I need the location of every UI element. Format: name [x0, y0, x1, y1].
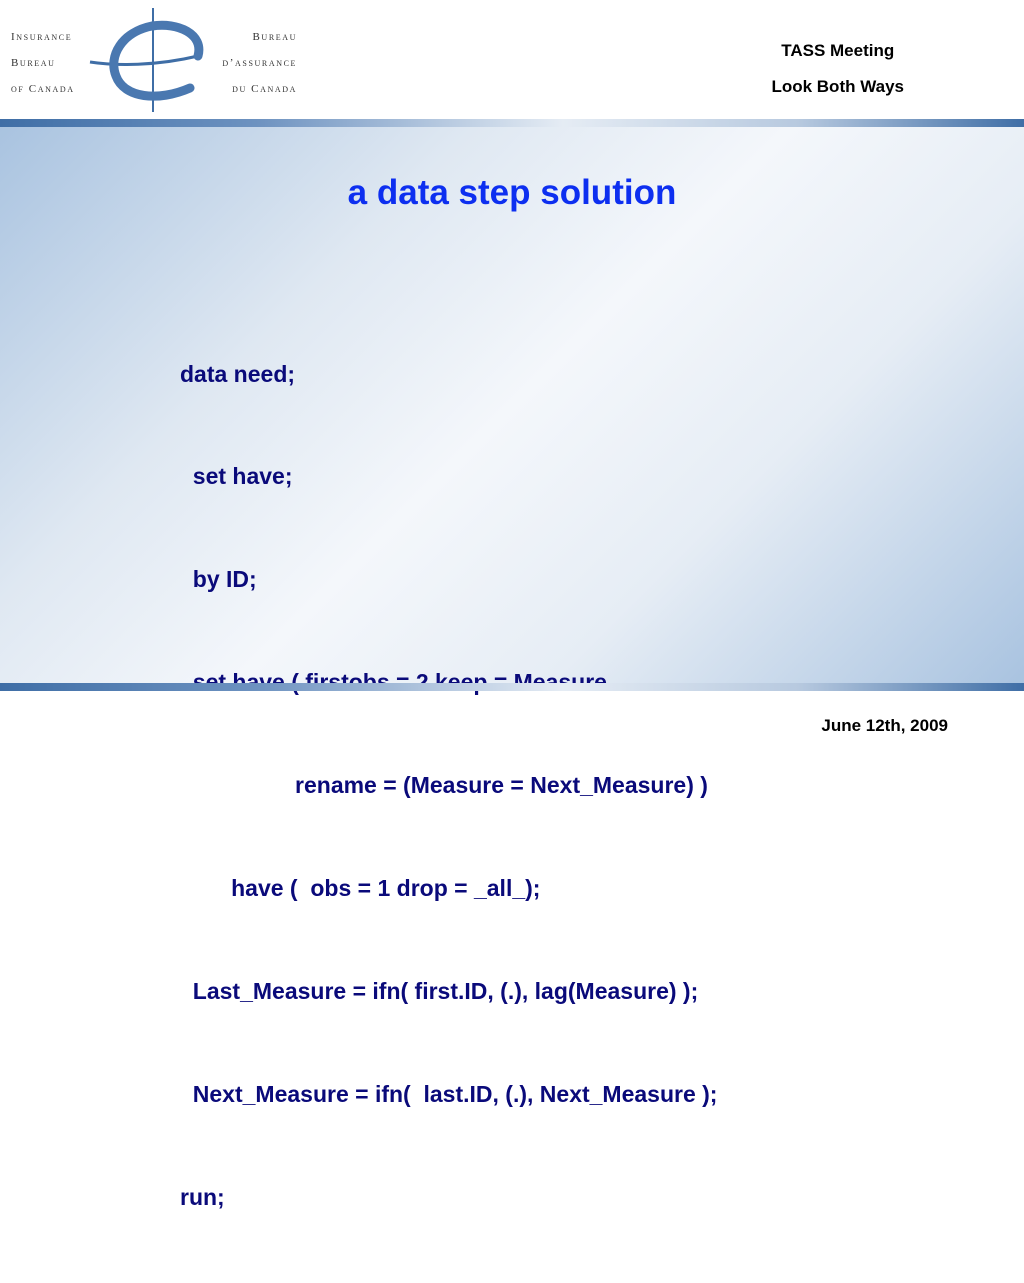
- top-divider-bar: [0, 119, 1024, 127]
- meeting-info: [771, 33, 904, 105]
- logo-text-french: [222, 24, 297, 102]
- logo-line-3: of Canada: [11, 83, 75, 95]
- code-line: have ( obs = 1 drop = _all_);: [180, 875, 541, 902]
- code-line: rename = (Measure = Next_Measure) ): [180, 772, 708, 799]
- logo-line-2: Bureau: [11, 57, 56, 69]
- code-line: Next_Measure = ifn( last.ID, (.), Next_Measure );: [180, 1080, 718, 1107]
- logo-text-english: [11, 24, 75, 102]
- logo-line-1: Bureau: [252, 31, 297, 43]
- code-line: run;: [180, 1183, 225, 1210]
- meeting-subtitle: Look Both Ways: [771, 77, 904, 96]
- bottom-divider-bar: [0, 683, 1024, 691]
- code-line: Last_Measure = ifn( first.ID, (.), lag(Measure) );: [180, 977, 699, 1004]
- meeting-title: TASS Meeting: [781, 41, 895, 60]
- logo-line-2: d’assurance: [222, 57, 297, 69]
- logo-line-1: Insurance: [11, 31, 73, 43]
- code-line: by ID;: [180, 566, 257, 593]
- logo-line-3: du Canada: [232, 83, 297, 95]
- footer-date: June 12th, 2009: [821, 716, 948, 735]
- code-line: set have;: [180, 463, 293, 490]
- slide-header: [0, 0, 1024, 119]
- code-line: data need;: [180, 360, 296, 387]
- slide-title: a data step solution: [347, 173, 677, 212]
- ibc-logo-icon: [86, 6, 226, 114]
- code-block: [180, 288, 717, 1283]
